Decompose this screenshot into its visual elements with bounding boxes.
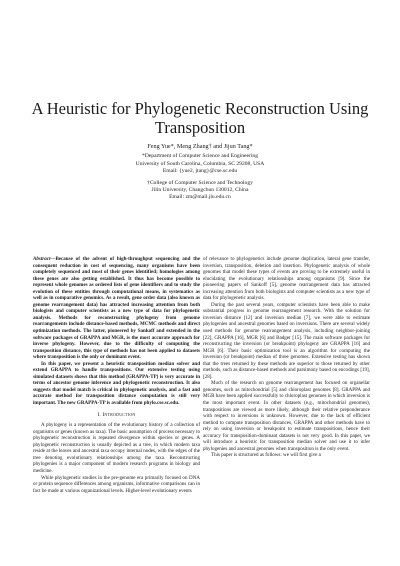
- paper-title: A Heuristic for Phylogenetic Reconstruction Using Transposition: [31, 99, 369, 137]
- body-paragraph-3: Much of the research on genome rearrangement has focused on organellar genomes, such as mitochondrial [5] and chloroplast genomes [8]. GRAPPA and MGR have been applied successfully to chloroplast genomes in which inversion is the most important event. In other datasets (e.g., mitochondrial genomes), transpositions are viewed as more likely, although their relative preponderance with respect to inversions is unknown. However, due to the lack of efficient method to compute transposition distances, GRAPPA and other methods have to rely on using inversion or breakpoint to estimate transpositions, hence their accuracy for transposition-dominant datasets is not very good. In this paper, we will introduce a heuristic for transposition median solver and use it to infer phylogenies and ancestral genomes when transposition is the only event.: [203, 380, 370, 452]
- left-column: [33, 256, 200, 494]
- body-paragraph-4: This paper is structured as follows: we will first give a: [211, 452, 321, 459]
- affiliation-1-dept: *Department of Computer Science and Engineering: [141, 153, 259, 160]
- abstract-lead: Abstract: [33, 256, 51, 262]
- author-block: [60, 143, 340, 202]
- affiliation-2-univ: Jilin University, Changchun 130012, China: [151, 187, 249, 194]
- intro-paragraph-1: A phylogeny is a representation of the evolutionary history of a collection of organisms or genes (known as taxa). The basic assumption of process necessary to phylogenetic reconstruction is repeated divergence within species or genes. A phylogenetic reconstruction is usually depicted as a tree, in which modern taxa reside at the leaves and ancestral taxa occupy internal nodes, with the edges of the tree denoting evolutionary relationships among the taxa. Reconstructing phylogenies is a major component of modern research programs in biology and medicine.: [33, 422, 200, 474]
- abstract-paragraph-2: In this paper, we present a heuristic transposition median solver and extend GRAPPA to handle transpositions. Our extensive testing using simulated datasets shows that this method (GRAPPA-TP) is very accurate in terms of ancestor genome inference and phylogenetic reconstruction. It also suggests that model match is critical in phylogenetic analysis, and a fast and accurate method for transposition distance computation is still very important. The new GRAPPA-TP is available from phylo.cse.sc.edu.: [33, 360, 200, 407]
- abstract-text: —Because of the advent of high-throughput sequencing and the consequent reduction in cost of sequencing, many organisms have been completely sequenced and most of their genes identified; homologies among these genes are also getting established. It thus has become possible to represent whole genomes as ordered lists of gene identifiers and to study the evolution of these entities through computational means, in systematics as well as in comparative genomics. As a result, gene order data (also known as genome rearrangement data) has attracted increasing attention from both biologists and computer scientists as a new type of data for phylogenetic analysis. Methods for reconstructing phylogeny from genome rearrangements include distance-based methods, MCMC methods and direct optimization methods. The latter, pioneered by Sankoff and extended in the software packages of GRAPPA and MGR, is the most accurate approach for inverse phylogeny. However, due to the difficulty of computing the transposition distance, this type of methods has not been applied to datasets where transposition is the only or dominant event.: [33, 256, 200, 361]
- intro-paragraph-2: While phylogenetic studies in the pre-genome era primarily focused on DNA or protein sequence differences among organisms, informative comparisons can in fact be made at various organizational levels. Higher-level evolutionary events: [33, 474, 200, 494]
- right-column: [203, 256, 370, 459]
- abstract-paragraph: [33, 256, 200, 361]
- affiliation-1-univ: University of South Carolina, Columbia, SC 29208, USA: [135, 160, 265, 167]
- author-names: Feng Yue*, Meng Zhang† and Jijun Tang*: [147, 143, 253, 150]
- affiliation-2-email: Email: zm@mail.jlu.edu.cn: [169, 194, 231, 201]
- body-paragraph-1: of relevance to phylogenetics include genome duplication, lateral gene transfer, inversion, transposition, deletion and insertion. Phylogenetic analysis of whole genomes that model these types of events are proving to be extremely useful in elucidating the evolutionary relationships among organisms [9]. Since the pioneering papers of Sankoff [5], genome rearrangement data has attracted increasing attention from both biologists and computer scientists as a new type of data for phylogenetic analysis.: [203, 256, 370, 302]
- body-paragraph-2: During the past several years, computer scientists have been able to make substantial progress in genome rearrangement research. With the solution for inversion distance [12] and inversion median [7], we were able to estimate phylogenies and ancestral genomes based on inversions. There are several widely used methods for genome rearrangement analysis, including neighbor-joining [22], GRAPPA [16], MGR [6] and Badger [15]. The main software packages for reconstructing the inversion (or breakpoint) phylogeny are GRAPPA [16] and MGR [6]. Their basic optimization tool is an algorithm for computing the inversion (or breakpoint) median of three genomes. Extensive testing has shown that the trees returned by these methods are superior to those returned by other methods, such as distance-based methods and parsimony based on encodings [19], [28].: [203, 301, 370, 380]
- affiliation-1-email: Email: {yue2, jtang}@cse.sc.edu: [162, 168, 238, 175]
- affiliation-2-dept: †College of Computer Science and Technology: [147, 179, 253, 186]
- section-heading-introduction: I. Introduction: [97, 411, 136, 418]
